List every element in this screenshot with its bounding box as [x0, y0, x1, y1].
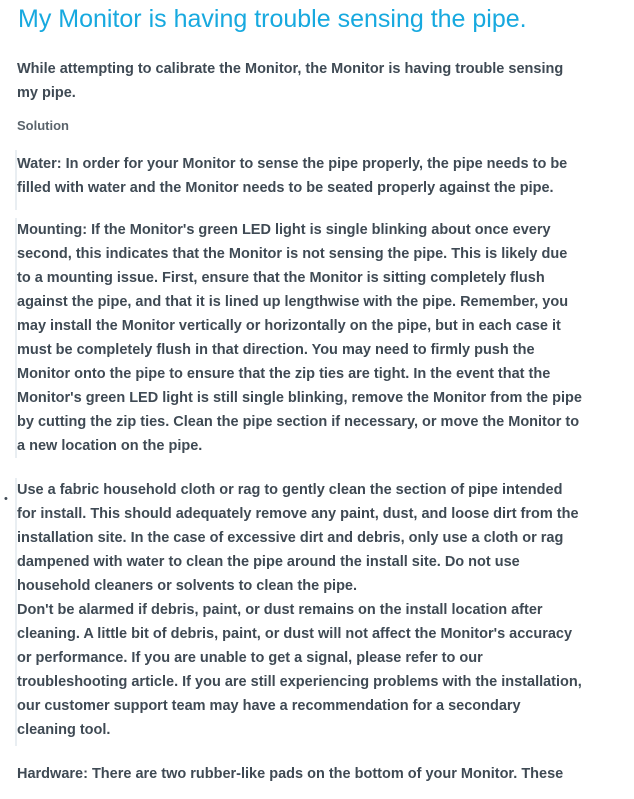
question-text: While attempting to calibrate the Monitor, the Monitor is having trouble sensing my pipe. — [17, 61, 564, 101]
solution-label: Solution — [17, 118, 69, 133]
cleaning-bullet: Use a fabric household cloth or rag to gently clean the section of pipe intended for install. This should adequately remove any paint, dust, and loose dirt from the installation site. In the case of excessive dirt and debris, only use a cloth or rag dampened with water to clean the pipe around the install site. Do not use household cleaners or solvents to clean the pipe. — [17, 482, 579, 594]
mounting-paragraph: Mounting: If the Monitor's green LED light is single blinking about once every second, this indicates that the Monitor is not sensing the pipe. This is likely due to a mounting issue. First, ensure that the Monitor is sitting completely flush against the pipe, and that it is lined up lengthwise with the pipe. Remember, you may install the Monitor vertically or horizontally on the pipe, but in each case it must be completely flush in that direction. You may need to firmly push the Monitor onto the pipe to ensure that the zip ties are tight. In the event that the Monitor's green LED light is still single blinking, remove the Monitor from the pipe by cutting the zip ties. Clean the pipe section if necessary, or move the Monitor to a new location on the pipe. — [17, 222, 582, 454]
bullet-icon: • — [4, 493, 8, 505]
article-title: My Monitor is having trouble sensing the pipe. — [18, 5, 527, 33]
water-paragraph: Water: In order for your Monitor to sense the pipe properly, the pipe needs to be filled with water and the Monitor needs to be seated properly against the pipe. — [17, 156, 568, 196]
debris-note: Don't be alarmed if debris, paint, or dust remains on the install location after cleaning. A little bit of debris, paint, or dust will not affect the Monitor's accuracy or performance. If you are unable to get a signal, please refer to our troubleshooting article. If you are still experiencing problems with the installation, our customer support team may have a recommendation for a secondary cleaning tool. — [17, 602, 582, 738]
hardware-paragraph: Hardware: There are two rubber-like pads on the bottom of your Monitor. These — [17, 766, 564, 782]
